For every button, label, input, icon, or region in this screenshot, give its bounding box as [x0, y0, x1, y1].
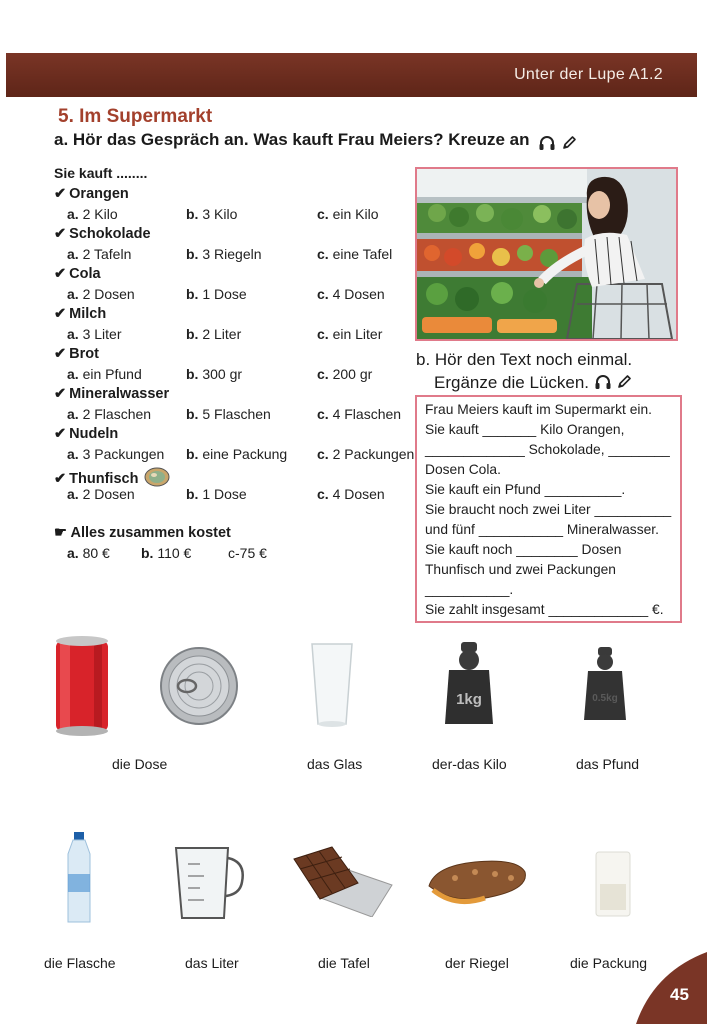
vocab-label: das Pfund [576, 756, 640, 772]
option-c[interactable]: c. 200 gr [317, 366, 373, 382]
cloze-line: Frau Meiers kauft im Supermarkt ein. [425, 402, 652, 417]
vocab-label: die Dose [112, 756, 168, 772]
item-heading: ✔ Cola [54, 266, 101, 282]
cloze-line[interactable]: Sie kauft ein Pfund __________. [425, 482, 626, 497]
option-a[interactable]: a. 3 Packungen [67, 446, 165, 462]
cloze-line[interactable]: _____________ Schokolade, ________ [425, 442, 670, 457]
cloze-text-box [415, 395, 682, 623]
option-c[interactable]: c. ein Liter [317, 326, 383, 342]
headphones-icon [594, 374, 612, 390]
item-heading: ✔ Nudeln [54, 426, 119, 442]
cloze-line[interactable]: Sie zahlt insgesamt _____________ €. [425, 602, 664, 617]
cloze-line: Dosen Cola. [425, 462, 501, 477]
total-option-c[interactable]: c-75 € [228, 545, 267, 561]
check-mark-icon: ✔ [54, 426, 67, 442]
option-b[interactable]: b. eine Packung [186, 446, 288, 462]
option-b[interactable]: b. 1 Dose [186, 486, 247, 502]
total-option-b[interactable]: b. 110 € [141, 545, 192, 561]
option-c[interactable]: c. eine Tafel [317, 246, 393, 262]
pencil-icon [616, 374, 632, 390]
candy-bar-image [425, 852, 529, 912]
total-question: ☛ Alles zusammen kostet [54, 525, 231, 541]
option-b[interactable]: b. 300 gr [186, 366, 243, 382]
option-a[interactable]: a. ein Pfund [67, 366, 142, 382]
check-mark-icon: ✔ [54, 386, 67, 402]
glass-image [308, 640, 356, 730]
page-number: 45 [670, 985, 689, 1004]
package-image [592, 848, 634, 920]
task-b-line1: b. Hör den Text noch einmal. [416, 350, 633, 369]
total-option-a[interactable]: a. 80 € [67, 545, 110, 561]
option-b[interactable]: b. 3 Kilo [186, 206, 238, 222]
option-b[interactable]: b. 2 Liter [186, 326, 242, 342]
check-mark-icon: ✔ [54, 266, 67, 282]
option-b[interactable]: b. 3 Riegeln [186, 246, 262, 262]
cloze-line[interactable]: und fünf ___________ Mineralwasser. [425, 522, 659, 537]
cloze-line[interactable]: Sie kauft noch ________ Dosen [425, 542, 622, 557]
water-bottle-image [62, 830, 96, 926]
item-heading: ✔ Brot [54, 346, 99, 362]
option-b[interactable]: b. 1 Dose [186, 286, 247, 302]
weight-label: 1kg [456, 691, 482, 708]
section-title: 5. Im Supermarkt [58, 106, 213, 127]
vocab-label: das Liter [185, 955, 239, 971]
option-a[interactable]: a. 2 Flaschen [67, 406, 152, 422]
kilo-weight-image [443, 640, 495, 728]
check-mark-icon: ✔ [54, 471, 67, 487]
headphones-icon [538, 135, 556, 151]
option-c[interactable]: c. 2 Packungen [317, 446, 415, 462]
task-a-instruction [54, 130, 577, 152]
measuring-jug-image [170, 842, 252, 922]
vocab-label: das Glas [307, 756, 363, 772]
option-c[interactable]: c. 4 Dosen [317, 286, 385, 302]
pound-weight-image [582, 645, 630, 723]
cloze-line[interactable]: Sie braucht noch zwei Liter __________ [425, 502, 672, 517]
check-mark-icon: ✔ [54, 186, 67, 202]
cloze-line[interactable]: ___________. [425, 582, 514, 597]
cloze-line[interactable]: Sie kauft _______ Kilo Orangen, [425, 422, 625, 437]
vocab-label: die Packung [570, 955, 648, 971]
check-mark-icon: ✔ [54, 226, 67, 242]
check-mark-icon: ✔ [54, 306, 67, 322]
vocab-label: der-das Kilo [432, 756, 507, 772]
tuna-can-icon [143, 466, 171, 488]
pointing-hand-icon: ☛ [54, 525, 67, 541]
option-a[interactable]: a. 2 Kilo [67, 206, 118, 222]
vocab-label: die Flasche [44, 955, 116, 971]
task-b-line2: Ergänze die Lücken. [416, 371, 632, 394]
option-a[interactable]: a. 2 Dosen [67, 486, 135, 502]
option-c[interactable]: c. ein Kilo [317, 206, 379, 222]
vocab-label: der Riegel [445, 955, 509, 971]
task-b-instruction [416, 348, 632, 394]
option-a[interactable]: a. 2 Dosen [67, 286, 135, 302]
item-heading: ✔ Milch [54, 306, 107, 322]
option-c[interactable]: c. 4 Dosen [317, 486, 385, 502]
item-heading: ✔ Mineralwasser [54, 386, 170, 402]
option-c[interactable]: c. 4 Flaschen [317, 406, 402, 422]
chocolate-bar-image [292, 845, 396, 917]
task-a-text: a. Hör das Gespräch an. Was kauft Frau Meiers? Kreuze an [54, 130, 530, 149]
option-a[interactable]: a. 3 Liter [67, 326, 122, 342]
item-heading: ✔ Thunfisch [54, 466, 171, 488]
tin-can-lid-image [158, 645, 240, 727]
check-mark-icon: ✔ [54, 346, 67, 362]
header-bar [6, 53, 697, 97]
item-heading: ✔ Schokolade [54, 226, 151, 242]
option-b[interactable]: b. 5 Flaschen [186, 406, 271, 422]
soda-can-image [50, 633, 114, 737]
supermarket-photo [415, 167, 678, 341]
option-a[interactable]: a. 2 Tafeln [67, 246, 132, 262]
book-title: Unter der Lupe A1.2 [514, 66, 663, 83]
pencil-icon [561, 135, 577, 151]
woman-shopping-illustration [417, 169, 676, 339]
cloze-line: Thunfisch und zwei Packungen [425, 562, 616, 577]
vocab-label: die Tafel [318, 955, 370, 971]
item-heading: ✔ Orangen [54, 186, 129, 202]
weight-label: 0.5kg [592, 693, 618, 704]
exercise-intro: Sie kauft ........ [54, 165, 148, 181]
